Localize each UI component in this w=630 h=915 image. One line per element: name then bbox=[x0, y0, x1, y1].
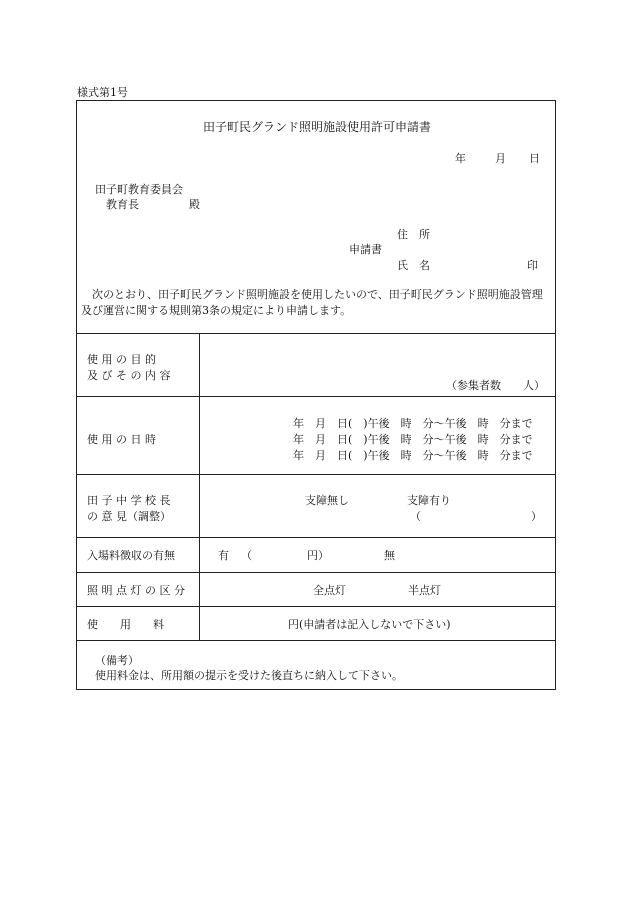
divider bbox=[77, 537, 555, 538]
divider bbox=[77, 474, 555, 475]
no-issue-option[interactable]: 支障無し bbox=[305, 494, 349, 507]
principal-label-line1: 田 子 中 学 校 長 bbox=[87, 494, 171, 507]
issue-option[interactable]: 支障有り bbox=[407, 494, 451, 507]
half-lighting-option[interactable]: 半点灯 bbox=[408, 584, 441, 597]
divider bbox=[77, 396, 555, 397]
lighting-label: 照 明 点 灯 の 区 分 bbox=[87, 584, 185, 597]
applicant-label: 申請書 bbox=[349, 243, 382, 256]
datetime-label: 使 用 の 日 時 bbox=[87, 433, 156, 446]
application-form bbox=[76, 100, 556, 690]
name-label: 氏 名 bbox=[397, 259, 430, 272]
address-label: 住 所 bbox=[397, 228, 430, 241]
admission-label: 入場料徴収の有無 bbox=[87, 549, 175, 562]
full-lighting-option[interactable]: 全点灯 bbox=[313, 584, 346, 597]
addressee-position: 教育長 bbox=[106, 198, 139, 211]
usage-fee-note: 円(申請者は記入しないで下さい) bbox=[288, 618, 451, 631]
divider bbox=[77, 606, 555, 607]
issue-detail-close-paren: ） bbox=[531, 510, 542, 523]
admission-no-option[interactable]: 無 bbox=[384, 549, 395, 562]
date-year-label: 年 bbox=[455, 152, 466, 165]
divider bbox=[77, 640, 555, 641]
addressee-org: 田子町教育委員会 bbox=[95, 183, 183, 196]
remarks-body: 使用料金は、所用額の提示を受けた後直ちに納入して下さい。 bbox=[95, 669, 403, 682]
admission-amount-yen: 円） bbox=[307, 549, 329, 562]
usage-fee-label: 使 用 料 bbox=[87, 618, 164, 631]
remarks-heading: （備考） bbox=[95, 654, 139, 667]
admission-amount-open-paren: （ bbox=[241, 549, 252, 562]
divider bbox=[77, 572, 555, 573]
principal-label-line2: の 意 見（調整） bbox=[87, 510, 171, 523]
admission-yes-option[interactable]: 有 bbox=[218, 549, 229, 562]
addressee-honorific: 殿 bbox=[189, 198, 200, 211]
issue-detail-open-paren: （ bbox=[410, 510, 421, 523]
column-divider bbox=[199, 333, 200, 640]
form-number: 様式第1号 bbox=[77, 86, 128, 99]
divider bbox=[77, 333, 555, 334]
seal-label: 印 bbox=[527, 259, 538, 272]
datetime-line[interactable]: 年 月 日( )午後 時 分～午後 時 分まで bbox=[293, 417, 533, 430]
datetime-line[interactable]: 年 月 日( )午後 時 分～午後 時 分まで bbox=[293, 433, 533, 446]
date-month-label: 月 bbox=[495, 152, 506, 165]
purpose-label-line1: 使 用 の 目 的 bbox=[87, 353, 156, 366]
purpose-label-line2: 及 び そ の 内 容 bbox=[87, 369, 171, 382]
participants-count-field[interactable]: （参集者数 人） bbox=[446, 379, 545, 392]
datetime-line[interactable]: 年 月 日( )午後 時 分～午後 時 分まで bbox=[293, 449, 533, 462]
form-title: 田子町民グランド照明施設使用許可申請書 bbox=[202, 120, 431, 134]
date-day-label: 日 bbox=[529, 152, 540, 165]
intro-text: 次のとおり、田子町民グランド照明施設を使用したいので、田子町民グランド照明施設管理及び運営に関する規則第3条の規定により申請します。 bbox=[81, 288, 543, 317]
